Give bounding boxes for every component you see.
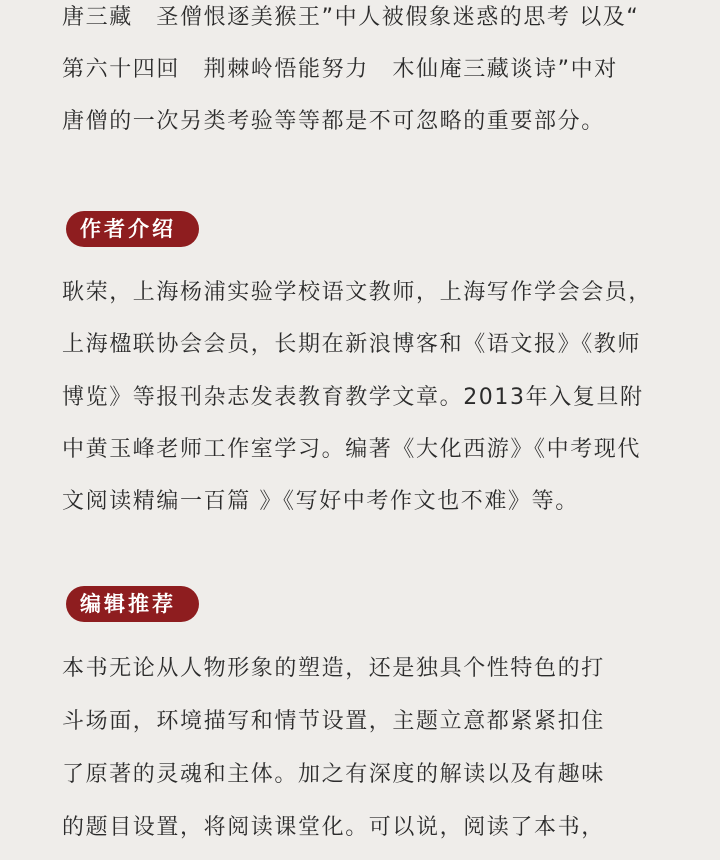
- author-line: 博览》等报刊杂志发表教育教学文章。2013年入复旦附: [62, 385, 644, 410]
- intro-line: 第六十四回 荆棘岭悟能努力 木仙庵三藏谈诗”中对: [62, 57, 618, 82]
- author-line: 中黄玉峰老师工作室学习。编著《大化西游》《中考现代: [62, 437, 642, 462]
- editor-line: 的题目设置，将阅读课堂化。可以说，阅读了本书，: [62, 815, 605, 840]
- intro-line: 唐僧的一次另类考验等等都是不可忽略的重要部分。: [62, 109, 605, 134]
- author-section-title: 作者介绍: [66, 211, 199, 247]
- author-line: 上海楹联协会会员，长期在新浪博客和《语文报》《教师: [62, 332, 642, 357]
- editor-line: 本书无论从人物形象的塑造，还是独具个性特色的打: [62, 656, 605, 681]
- editor-section-title: 编辑推荐: [66, 586, 199, 622]
- author-line: 文阅读精编一百篇 》《写好中考作文也不难》等。: [62, 489, 579, 514]
- author-line: 耿荣，上海杨浦实验学校语文教师，上海写作学会会员，: [62, 280, 653, 305]
- editor-line: 了原著的灵魂和主体。加之有深度的解读以及有趣味: [62, 762, 605, 787]
- intro-line: 唐三藏 圣僧恨逐美猴王”中人被假象迷惑的思考 以及“: [62, 5, 640, 30]
- editor-line: 斗场面，环境描写和情节设置，主题立意都紧紧扣住: [62, 709, 605, 734]
